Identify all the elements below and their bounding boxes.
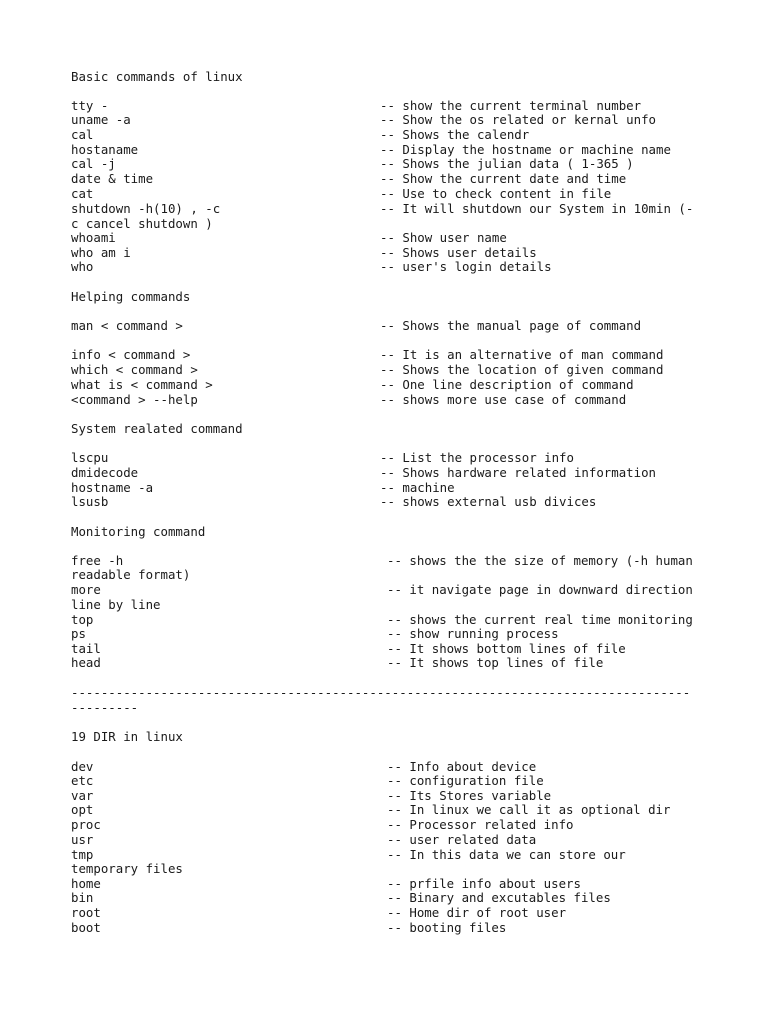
command-description: -- One line description of command bbox=[380, 377, 634, 392]
command-name: who bbox=[71, 259, 94, 274]
command-description: -- shows the current real time monitoring bbox=[387, 612, 693, 627]
section-heading: Monitoring command bbox=[71, 524, 206, 539]
command-description: -- It shows bottom lines of file bbox=[387, 641, 626, 656]
command-description: -- Display the hostname or machine name bbox=[380, 142, 671, 157]
command-name: whoami bbox=[71, 230, 116, 245]
directory-name: proc bbox=[71, 817, 101, 832]
command-name: lsusb bbox=[71, 494, 109, 509]
command-description: -- shows the the size of memory (-h human bbox=[387, 553, 693, 568]
directory-name: boot bbox=[71, 920, 101, 935]
command-description: -- machine bbox=[380, 480, 455, 495]
command-description: -- Use to check content in file bbox=[380, 186, 612, 201]
command-name-continued: c cancel shutdown ) bbox=[71, 216, 213, 231]
command-description: -- Show the os related or kernal unfo bbox=[380, 112, 657, 127]
directory-name: home bbox=[71, 876, 101, 891]
command-name: hostaname bbox=[71, 142, 139, 157]
command-name: more bbox=[71, 582, 101, 597]
directory-name: usr bbox=[71, 832, 94, 847]
command-name: uname -a bbox=[71, 112, 131, 127]
directory-name: bin bbox=[71, 890, 94, 905]
command-description: -- Show user name bbox=[380, 230, 507, 245]
command-name: lscpu bbox=[71, 450, 109, 465]
command-name: cal -j bbox=[71, 156, 116, 171]
section-heading: Basic commands of linux bbox=[71, 69, 243, 84]
separator-line-continued: --------- bbox=[71, 700, 139, 715]
command-description: -- show running process bbox=[387, 626, 559, 641]
command-description: -- Shows the calendr bbox=[380, 127, 530, 142]
command-description: -- Shows the julian data ( 1-365 ) bbox=[380, 156, 634, 171]
directory-description: -- Home dir of root user bbox=[387, 905, 567, 920]
command-name: cat bbox=[71, 186, 94, 201]
command-name: tail bbox=[71, 641, 101, 656]
directory-description: -- Its Stores variable bbox=[387, 788, 552, 803]
command-name: top bbox=[71, 612, 94, 627]
directory-name: opt bbox=[71, 802, 94, 817]
command-description: -- it navigate page in downward direction bbox=[387, 582, 693, 597]
command-name: head bbox=[71, 655, 101, 670]
description-continued: line by line bbox=[71, 597, 161, 612]
command-name: dmidecode bbox=[71, 465, 139, 480]
command-name: info < command > bbox=[71, 347, 191, 362]
command-description: -- show the current terminal number bbox=[380, 98, 642, 113]
directory-description: -- Binary and excutables files bbox=[387, 890, 611, 905]
directory-description: -- prfile info about users bbox=[387, 876, 581, 891]
command-description: -- List the processor info bbox=[380, 450, 574, 465]
command-description: -- It shows top lines of file bbox=[387, 655, 604, 670]
command-name: man < command > bbox=[71, 318, 183, 333]
section-heading: 19 DIR in linux bbox=[71, 729, 183, 744]
description-continued: temporary files bbox=[71, 861, 183, 876]
directory-name: dev bbox=[71, 759, 94, 774]
directory-name: root bbox=[71, 905, 101, 920]
command-description: -- Shows the manual page of command bbox=[380, 318, 642, 333]
command-description: -- Shows user details bbox=[380, 245, 537, 260]
separator-line: ----------------------------------------------------------------------------------- bbox=[71, 685, 691, 700]
directory-description: -- Processor related info bbox=[387, 817, 574, 832]
section-heading: Helping commands bbox=[71, 289, 191, 304]
directory-description: -- In this data we can store our bbox=[387, 847, 626, 862]
command-name: hostname -a bbox=[71, 480, 154, 495]
command-name: which < command > bbox=[71, 362, 198, 377]
command-description: -- It is an alternative of man command bbox=[380, 347, 664, 362]
command-description: -- Shows hardware related information bbox=[380, 465, 657, 480]
command-description: -- Show the current date and time bbox=[380, 171, 627, 186]
command-description: -- It will shutdown our System in 10min (- bbox=[380, 201, 694, 216]
command-description: -- user's login details bbox=[380, 259, 552, 274]
command-description: -- Shows the location of given command bbox=[380, 362, 664, 377]
command-name: ps bbox=[71, 626, 86, 641]
command-name: date & time bbox=[71, 171, 154, 186]
directory-description: -- In linux we call it as optional dir bbox=[387, 802, 671, 817]
command-name: shutdown -h(10) , -c bbox=[71, 201, 221, 216]
directory-description: -- configuration file bbox=[387, 773, 544, 788]
directory-description: -- user related data bbox=[387, 832, 537, 847]
command-name: <command > --help bbox=[71, 392, 198, 407]
directory-description: -- booting files bbox=[387, 920, 507, 935]
section-heading: System realated command bbox=[71, 421, 243, 436]
command-name: who am i bbox=[71, 245, 131, 260]
command-name: what is < command > bbox=[71, 377, 213, 392]
directory-name: tmp bbox=[71, 847, 94, 862]
command-name: tty - bbox=[71, 98, 109, 113]
command-name: cal bbox=[71, 127, 94, 142]
command-description: -- shows external usb divices bbox=[380, 494, 597, 509]
directory-name: var bbox=[71, 788, 94, 803]
directory-name: etc bbox=[71, 773, 94, 788]
command-description: -- shows more use case of command bbox=[380, 392, 627, 407]
description-continued: readable format) bbox=[71, 567, 191, 582]
command-name: free -h bbox=[71, 553, 124, 568]
directory-description: -- Info about device bbox=[387, 759, 537, 774]
